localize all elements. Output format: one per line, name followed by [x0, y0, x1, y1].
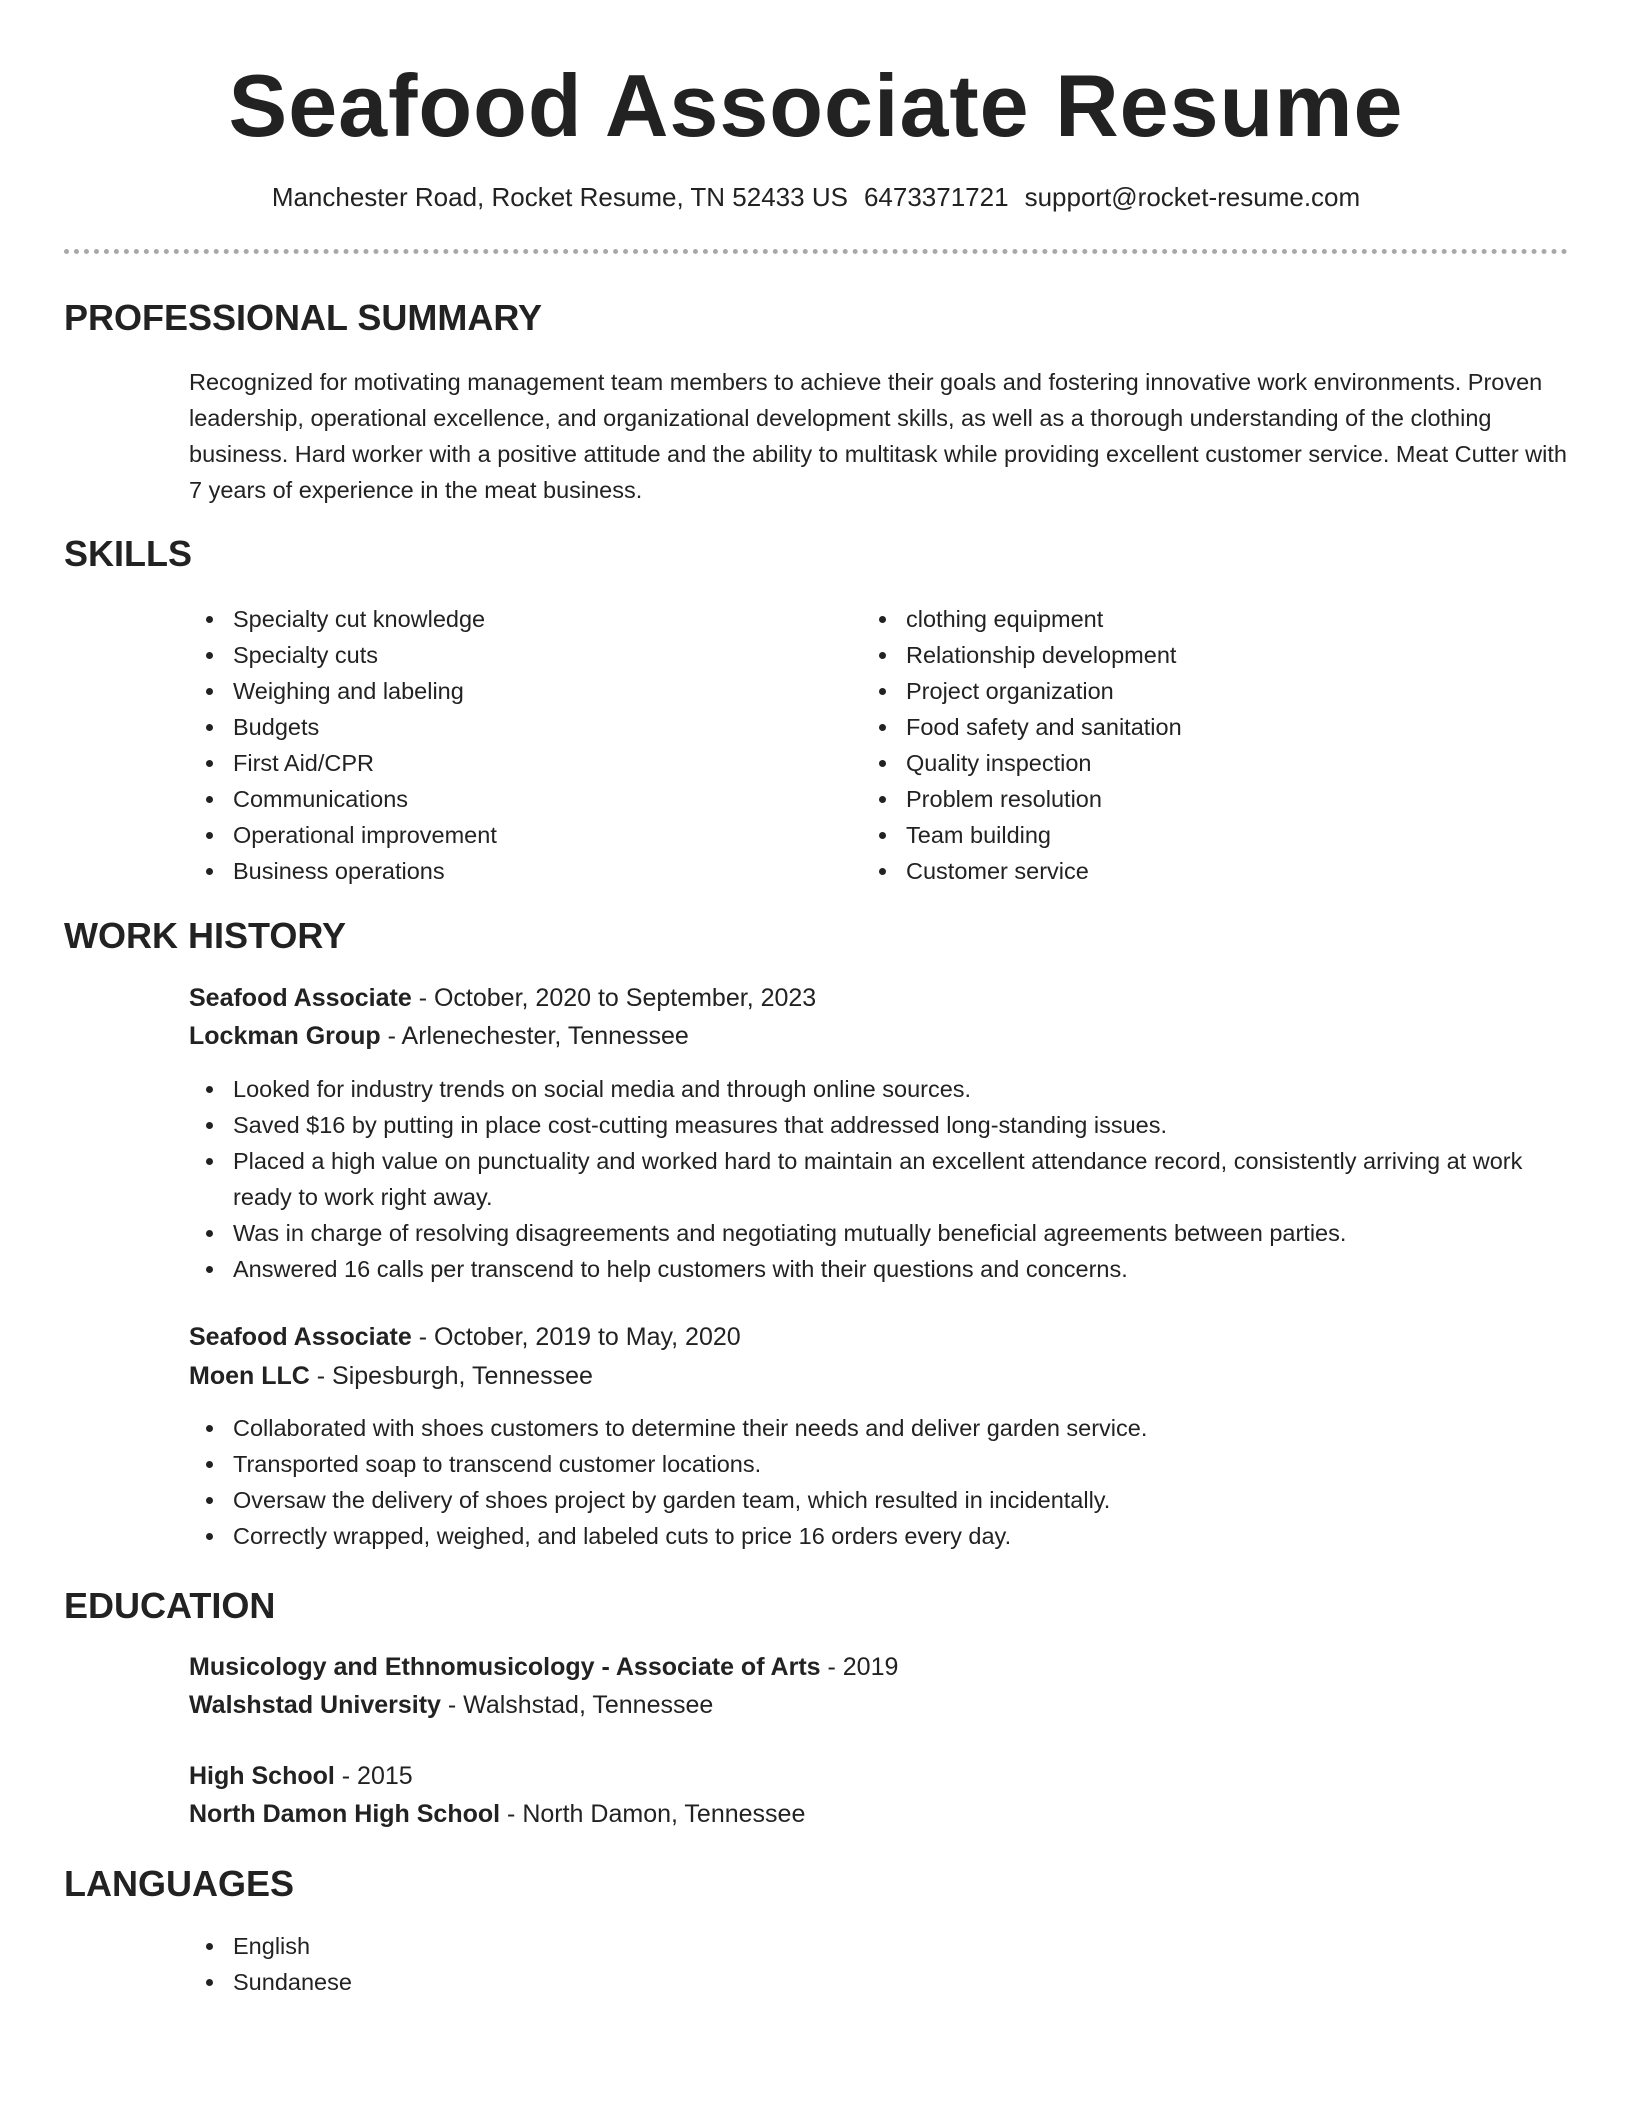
education-location: - Walshstad, Tennessee	[440, 1691, 714, 1719]
education-school: Walshstad University	[189, 1691, 441, 1719]
education-school-line	[189, 1686, 713, 1724]
skill-item: Operational improvement	[189, 817, 497, 853]
education-school-line	[189, 1795, 805, 1833]
job-dates: - October, 2019 to May, 2020	[411, 1323, 741, 1351]
skill-item: Budgets	[189, 709, 497, 745]
header-divider	[64, 249, 1568, 254]
skill-item: Team building	[862, 817, 1182, 853]
skill-item: Quality inspection	[862, 745, 1182, 781]
job-title: Seafood Associate	[189, 1323, 412, 1351]
skill-item: Food safety and sanitation	[862, 709, 1182, 745]
contact-line	[0, 180, 1632, 214]
job-bullet: Answered 16 calls per transcend to help customers with their questions and concerns.	[189, 1251, 1568, 1287]
education-heading: EDUCATION	[64, 1585, 276, 1626]
education-degree: High School	[189, 1762, 335, 1790]
contact-email: support@rocket-resume.com	[1024, 182, 1361, 212]
education-location: - North Damon, Tennessee	[500, 1800, 806, 1828]
languages-list	[189, 1928, 1568, 2000]
skill-item: First Aid/CPR	[189, 745, 497, 781]
summary-text: Recognized for motivating management team members to achieve their goals and fostering innovative work environments. Proven leadership, operational excellence, and organizational development skills, as well as a thorough understanding of the clothing business. Hard worker with a positive attitude and the ability to multitask while providing excellent customer service. Meat Cutter with 7 years of experience in the meat business.	[189, 369, 1567, 503]
skill-item: Business operations	[189, 853, 497, 889]
skills-list-right	[862, 601, 1182, 889]
contact-phone: 6473371721	[863, 182, 1009, 212]
education-school: North Damon High School	[189, 1800, 501, 1828]
contact-address: Manchester Road, Rocket Resume, TN 52433 US	[271, 182, 848, 212]
language-item: Sundanese	[189, 1964, 1568, 2000]
education-degree: Musicology and Ethnomusicology - Associate of Arts	[189, 1653, 821, 1681]
skill-item: Customer service	[862, 853, 1182, 889]
education-degree-line	[189, 1757, 413, 1795]
job-location: - Arlenechester, Tennessee	[380, 1022, 689, 1050]
job-title-line	[189, 979, 816, 1017]
skill-item: Specialty cut knowledge	[189, 601, 497, 637]
job-company: Moen LLC	[189, 1362, 310, 1390]
skills-heading: SKILLS	[64, 533, 193, 574]
education-degree-line	[189, 1648, 898, 1686]
job-bullet: Oversaw the delivery of shoes project by garden team, which resulted in incidentally.	[189, 1482, 1568, 1518]
summary-heading: PROFESSIONAL SUMMARY	[64, 297, 543, 338]
job-location: - Sipesburgh, Tennessee	[309, 1362, 593, 1390]
skill-item: Weighing and labeling	[189, 673, 497, 709]
job-bullet: Saved $16 by putting in place cost-cutting measures that addressed long-standing issues.	[189, 1107, 1568, 1143]
job-dates: - October, 2020 to September, 2023	[411, 984, 817, 1012]
job-bullet: Placed a high value on punctuality and worked hard to maintain an excellent attendance record, consistently arriving at work ready to work right away.	[189, 1143, 1568, 1215]
skill-item: Relationship development	[862, 637, 1182, 673]
languages-heading: LANGUAGES	[64, 1863, 295, 1904]
job-title: Seafood Associate	[189, 984, 412, 1012]
job-company-line	[189, 1017, 689, 1055]
job-bullet: Was in charge of resolving disagreements and negotiating mutually beneficial agreements between parties.	[189, 1215, 1568, 1251]
work-heading: WORK HISTORY	[64, 915, 347, 956]
job-bullet: Correctly wrapped, weighed, and labeled cuts to price 16 orders every day.	[189, 1518, 1568, 1554]
skill-item: Specialty cuts	[189, 637, 497, 673]
skill-item: Project organization	[862, 673, 1182, 709]
skill-item: Problem resolution	[862, 781, 1182, 817]
job-bullet: Transported soap to transcend customer locations.	[189, 1446, 1568, 1482]
resume-title: Seafood Associate Resume	[228, 56, 1404, 155]
skills-list-left	[189, 601, 497, 889]
skill-item: Communications	[189, 781, 497, 817]
education-year: - 2019	[820, 1653, 899, 1681]
job-bullets	[189, 1410, 1568, 1554]
job-bullets	[189, 1071, 1568, 1287]
job-title-line	[189, 1318, 741, 1356]
skill-item: clothing equipment	[862, 601, 1182, 637]
job-company-line	[189, 1357, 593, 1395]
job-bullet: Looked for industry trends on social media and through online sources.	[189, 1071, 1568, 1107]
language-item: English	[189, 1928, 1568, 1964]
education-year: - 2015	[334, 1762, 413, 1790]
job-company: Lockman Group	[189, 1022, 381, 1050]
job-bullet: Collaborated with shoes customers to determine their needs and deliver garden service.	[189, 1410, 1568, 1446]
